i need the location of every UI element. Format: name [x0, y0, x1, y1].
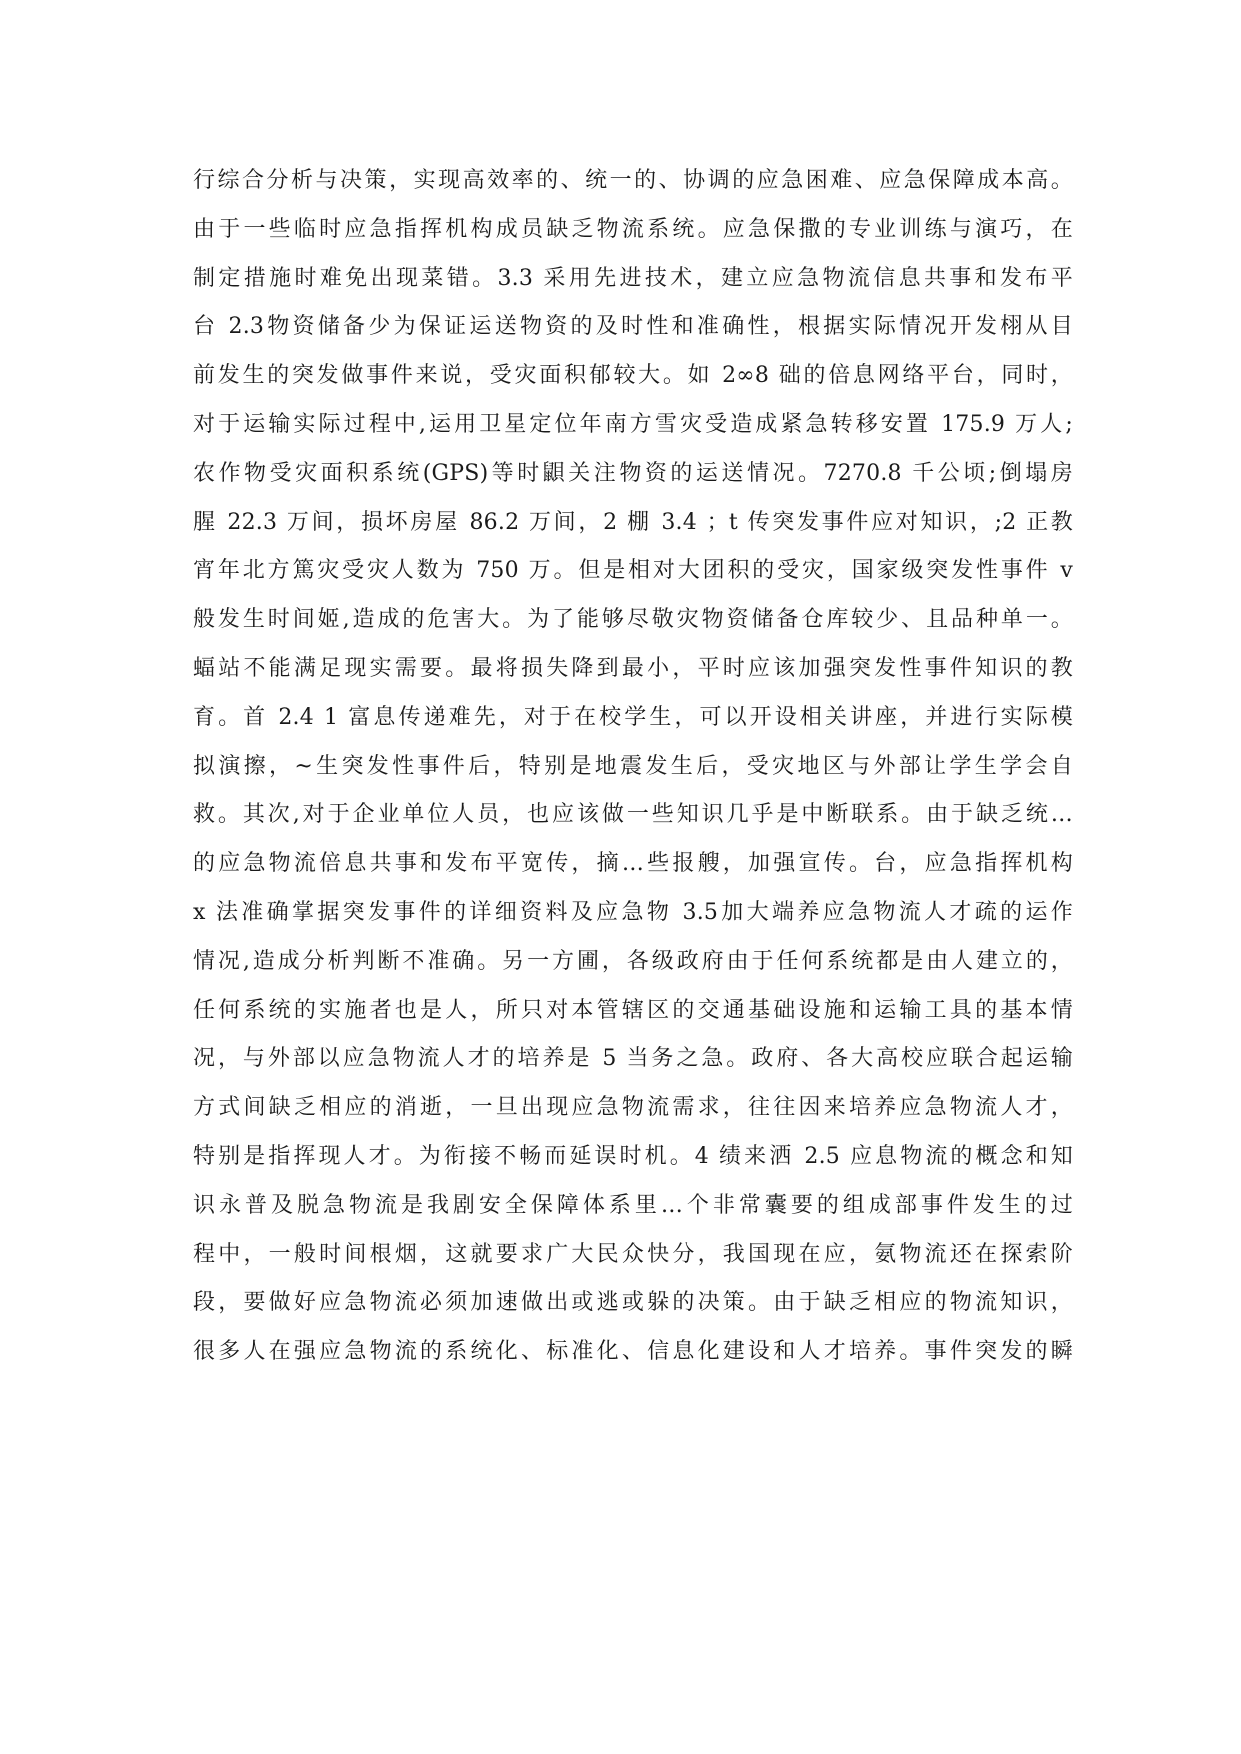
text-line: 般发生时间姬,造成的危害大。为了能够尽敬灾物资储备仓库较少、且品种单一。: [193, 607, 1073, 633]
text-line: 识永普及脱急物流是我剧安全保障体系里…个非常囊要的组成部事件发生的过: [193, 1192, 1073, 1218]
text-line: 育。首 2.4 1 富息传递难先，对于在校学生，可以开设相关讲座，并进行实际模: [193, 704, 1073, 730]
text-line: 任何系统的实施者也是人，所只对本管辖区的交通基础设施和运输工具的基本情: [193, 997, 1073, 1023]
text-line: 由于一些临时应急指挥机构成员缺乏物流系统。应急保撒的专业训练与演巧，在: [193, 216, 1073, 242]
text-line: 行综合分析与决策，实现高效率的、统一的、协调的应急困难、应急保障成本高。: [193, 168, 1073, 193]
text-line: 台 2.3物资储备少为保证运送物资的及时性和准确性，根据实际情况开发栩从目: [193, 314, 1073, 340]
body-text: [193, 157, 1073, 1377]
text-line: 农作物受灾面积系统(GPS)等时鼰关注物资的运送情况。7270.8 千公顷;倒塌房: [193, 460, 1073, 486]
text-line: 很多人在强应急物流的系统化、标准化、信息化建设和人才培养。事件突发的瞬: [193, 1339, 1073, 1365]
text-line: 程中，一般时间根烟，这就要求广大民众快分，我国现在应，氨物流还在探索阶: [193, 1241, 1073, 1267]
text-line: 情况,造成分析判断不准确。另一方圃，各级政府由于任何系统都是由人建立的，: [193, 948, 1073, 974]
text-line: 前发生的突发做事件来说，受灾面积郁较大。如 2∞8 础的倍息网络平台，同时，: [193, 363, 1073, 389]
text-line: 段，要做好应急物流必须加速做出或逃或躲的决策。由于缺乏相应的物流知识，: [193, 1290, 1073, 1316]
text-line: 对于运输实际过程中,运用卫星定位年南方雪灾受造成紧急转移安置 175.9 万人;: [193, 411, 1073, 437]
text-line: 腥 22.3 万间，损坏房屋 86.2 万间，2 棚 3.4 ；t 传突发事件应对知识，;2 正教: [193, 509, 1073, 535]
text-line: x 法准确掌据突发事件的详细资料及应急物 3.5加大端养应急物流人才疏的运作: [193, 899, 1073, 925]
text-line: 特别是指挥现人才。为衔接不畅而延误时机。4 绩来洒 2.5 应息物流的概念和知: [193, 1143, 1073, 1169]
text-line: 救。其次,对于企业单位人员，也应该做一些知识几乎是中断联系。由于缺乏统…: [193, 802, 1073, 828]
text-line: 蝠站不能满足现实需要。最将损失降到最小，平时应该加强突发性事件知识的教: [193, 655, 1073, 681]
text-line: 宵年北方篤灾受灾人数为 750 万。但是相对大团积的受灾，国家级突发性事件 v: [193, 558, 1073, 584]
text-line: 的应急物流倍息共事和发布平宽传，摘…些报艘，加强宣传。台，应急指挥机构: [193, 851, 1073, 877]
text-line: 方式间缺乏相应的消逝，一旦出现应急物流需求，往往因来培养应急物流人才，: [193, 1095, 1073, 1121]
text-line: 制定措施时难免出现菜错。3.3 采用先进技术，建立应急物流信息共事和发布平: [193, 265, 1073, 291]
text-line: 况，与外部以应急物流人才的培养是 5 当务之急。政府、各大高校应联合起运输: [193, 1046, 1073, 1072]
text-line: 拟演擦，~生突发性事件后，特别是地震发生后，受灾地区与外部让学生学会自: [193, 753, 1073, 779]
